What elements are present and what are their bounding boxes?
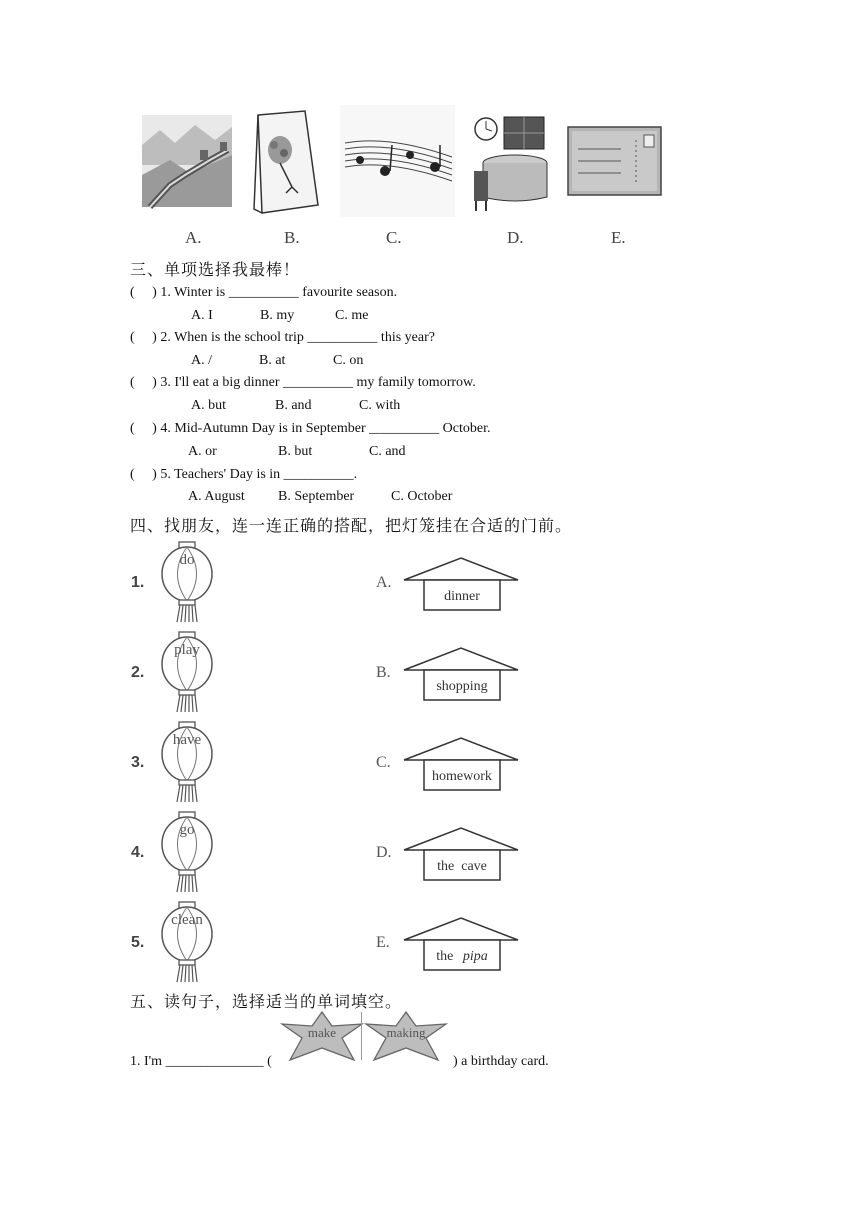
lantern-number-2: 2. [131,664,145,681]
house-word-c: homework [432,769,492,784]
lantern-1 [160,540,214,624]
house-icon [400,736,522,796]
house-word-e-plain: the [436,949,454,964]
house-c [400,736,522,796]
house-word-e-italic: pipa [462,949,488,964]
q4-option-c: C. and [369,444,406,459]
lantern-4 [160,810,214,894]
question-2: ( ) 2. When is the school trip __________ this year? [130,330,435,345]
lantern-number-5: 5. [131,934,145,951]
postcard-icon [566,105,664,217]
lantern-word-3: have [172,732,202,748]
q3-option-a: A. but [191,398,226,413]
house-a [400,556,522,616]
lantern-5 [160,900,214,984]
house-word-d: the cave [437,859,487,874]
house-letter-d: D. [376,844,392,861]
card-icon [250,105,325,217]
section-4-heading: 四、找朋友，连一连正确的搭配，把灯笼挂在合适的门前。 [130,516,573,535]
dinner-table-icon [470,105,550,217]
lantern-number-4: 4. [131,844,145,861]
q1-option-c: C. me [335,308,369,323]
q5-option-a: A. August [188,489,245,504]
house-letter-a: A. [376,574,392,591]
q5-option-c: C. October [391,489,453,504]
star-making [364,1010,448,1062]
question-1: ( ) 1. Winter is __________ favourite season. [130,285,398,300]
picture-c [340,105,455,217]
great-wall-icon [140,105,234,217]
house-icon [400,646,522,706]
q4-option-a: A. or [188,444,217,459]
house-icon [400,556,522,616]
star-make [280,1010,364,1062]
star-word-make: make [307,1025,337,1040]
picture-label-d: D. [507,228,524,247]
picture-a [140,105,234,217]
q4-option-b: B. but [278,444,313,459]
sentence-1-end: ) a birthday card. [453,1054,549,1069]
house-word-e [424,949,500,965]
star-word-making: making [386,1025,426,1040]
q3-option-b: B. and [275,398,312,413]
section-3-heading: 三、单项选择我最棒！ [130,260,301,279]
lantern-3 [160,720,214,804]
house-e [400,916,522,976]
lantern-word-2: play [174,642,200,658]
q2-option-b: B. at [259,353,286,368]
lantern-number-1: 1. [131,574,145,591]
picture-label-b: B. [284,228,300,247]
sentence-1-start: 1. I'm ______________ ( [130,1054,272,1069]
house-letter-c: C. [376,754,391,771]
house-letter-e: E. [376,934,390,951]
house-icon [400,916,522,976]
picture-label-c: C. [386,228,402,247]
music-notes-icon [340,105,455,217]
q1-option-a: A. I [191,308,213,323]
house-word-b: shopping [436,679,488,694]
house-b [400,646,522,706]
picture-label-a: A. [185,228,202,247]
house-word-a: dinner [444,589,480,604]
house-icon [400,826,522,886]
q5-option-b: B. September [278,489,355,504]
star-divider [361,1012,362,1060]
house-letter-b: B. [376,664,391,681]
q2-option-c: C. on [333,353,364,368]
picture-b [250,105,325,217]
q2-option-a: A. / [191,353,212,368]
section-5-heading: 五、读句子，选择适当的单词填空。 [130,992,403,1011]
lantern-number-3: 3. [131,754,145,771]
lantern-2 [160,630,214,714]
house-d [400,826,522,886]
q1-option-b: B. my [260,308,295,323]
lantern-word-1: do [179,552,195,568]
picture-e [566,105,664,217]
picture-label-e: E. [611,228,626,247]
lantern-word-5: clean [171,912,203,928]
lantern-word-4: go [179,822,195,838]
picture-d [470,105,550,217]
question-4: ( ) 4. Mid-Autumn Day is in September __________ October. [130,421,491,436]
q3-option-c: C. with [359,398,401,413]
question-5: ( ) 5. Teachers' Day is in __________. [130,467,358,482]
question-3: ( ) 3. I'll eat a big dinner __________ my family tomorrow. [130,375,476,390]
